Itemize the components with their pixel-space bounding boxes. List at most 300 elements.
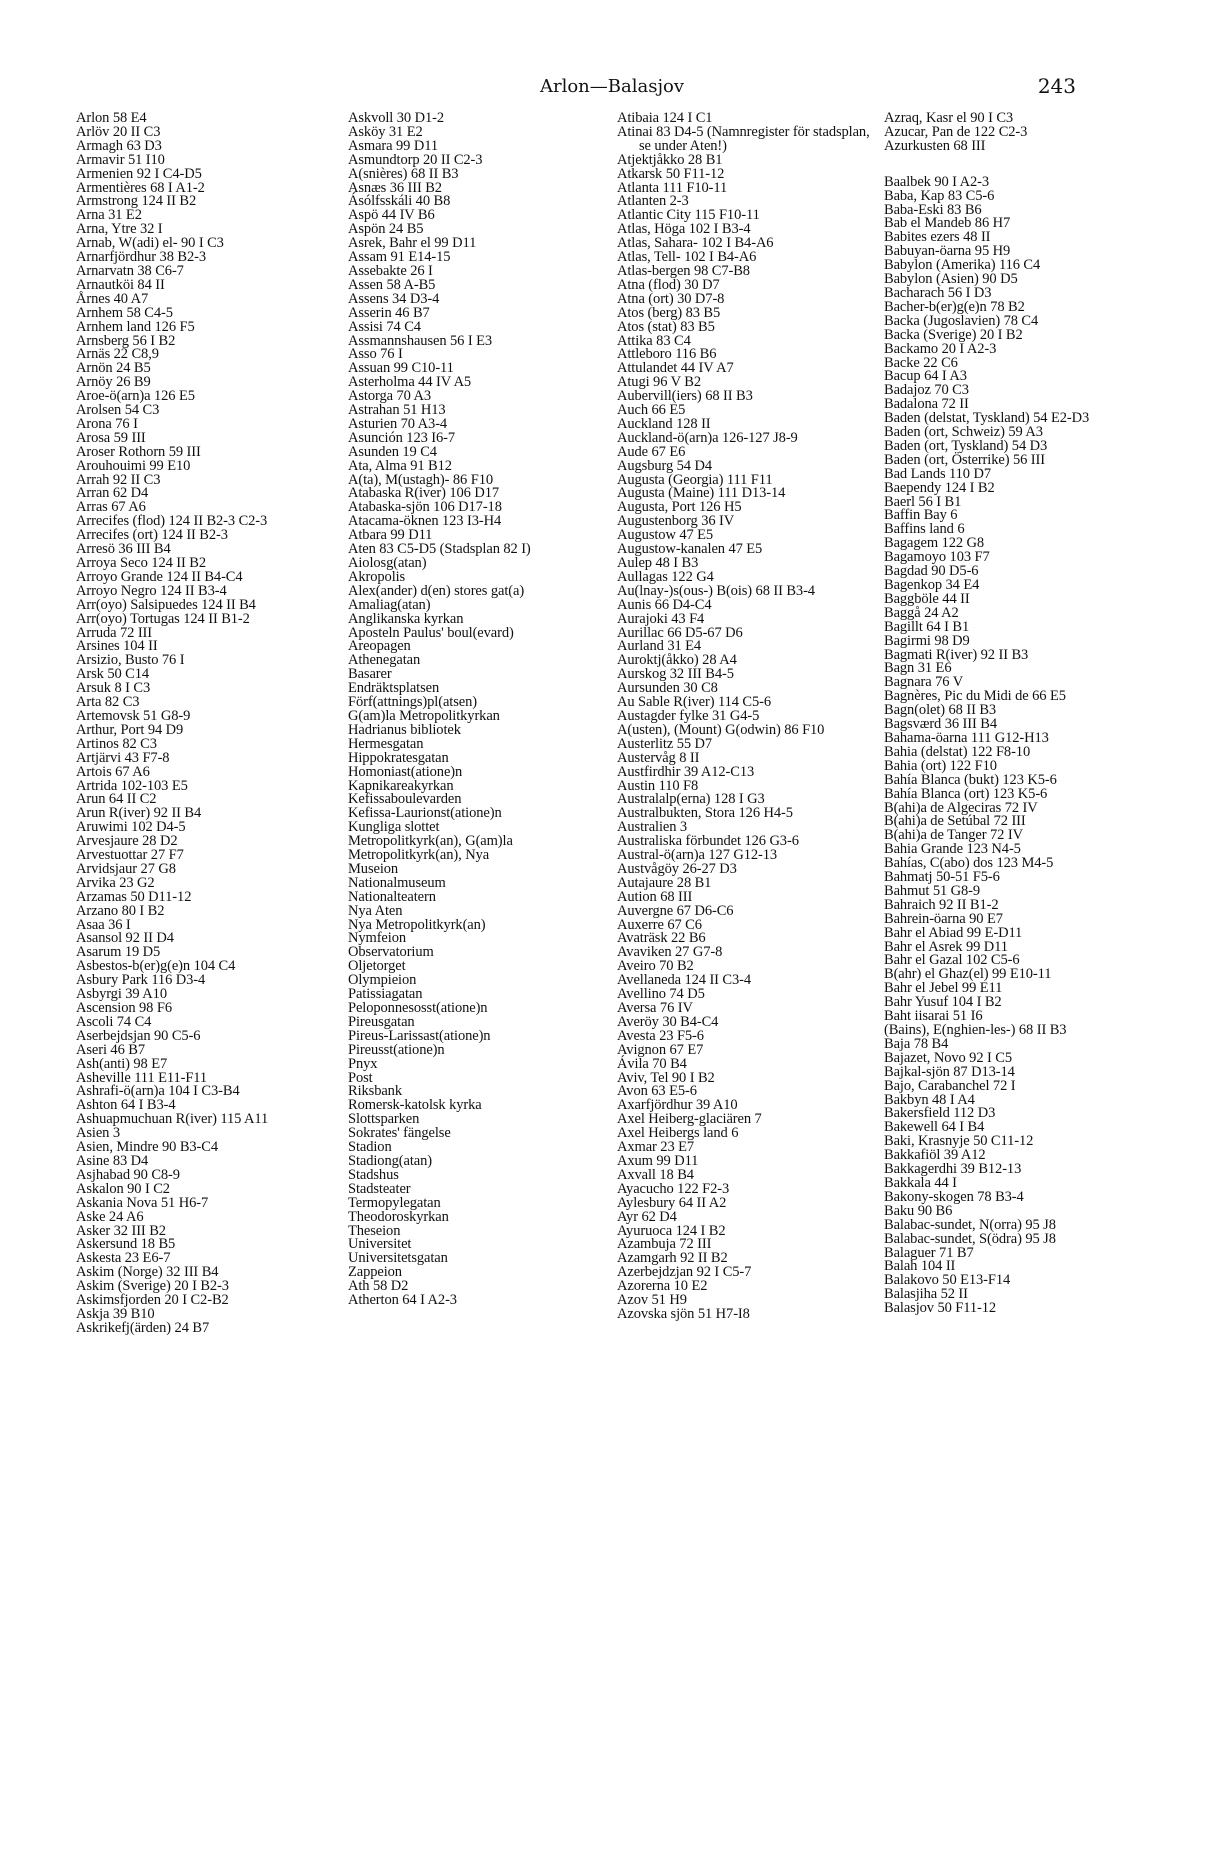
index-entry: Atlas, Höga 102 I B3-4	[617, 221, 751, 238]
index-entry: Balasjiha 52 II	[884, 1286, 968, 1303]
index-entry: Backe 22 C6	[884, 354, 958, 371]
index-column-1	[76, 112, 336, 1336]
index-entry: Baffin Bay 6	[884, 507, 958, 524]
index-entry: Asarum 19 D5	[76, 944, 161, 961]
index-entry: Atlas, Sahara- 102 I B4-A6	[617, 235, 774, 252]
index-entry: Askalon 90 I C2	[76, 1180, 170, 1197]
index-entry: Azucar, Pan de 122 C2-3	[884, 123, 1028, 140]
index-entry: Hermesgatan	[348, 735, 424, 752]
index-entry: Assisi 74 C4	[348, 318, 421, 335]
index-entry: Austvågöy 26-27 D3	[617, 860, 737, 877]
index-entry: Ásólfsskáli 40 B8	[348, 193, 451, 210]
index-entry: Asmara 99 D11	[348, 137, 438, 154]
index-entry: Askim (Norge) 32 III B4	[76, 1264, 219, 1281]
index-entry: Axum 99 D11	[617, 1152, 699, 1169]
index-entry: Bagsværd 36 III B4	[884, 716, 997, 733]
index-entry: Kapnikareakyrkan	[348, 777, 454, 794]
index-entry: Aylesbury 64 II A2	[617, 1194, 727, 1211]
index-entry: Askrikefj(ärden) 24 B7	[76, 1319, 210, 1336]
index-entry: Bakkagerdhi 39 B12-13	[884, 1161, 1022, 1178]
index-entry: Arrecifes (flod) 124 II B2-3 C2-3	[76, 513, 268, 530]
index-entry: Atinai 83 D4-5 (Namnregister för stadsplan, se under Aten!)	[617, 123, 870, 154]
index-entry: Azerbejdzjan 92 I C5-7	[617, 1264, 752, 1281]
index-entry: Artois 67 A6	[76, 763, 150, 780]
index-entry: Bagnara 76 V	[884, 674, 964, 691]
index-entry: Theodoroskyrkan	[348, 1208, 449, 1225]
index-entry: Baependy 124 I B2	[884, 479, 995, 496]
index-entry: Bahr el Gazal 102 C5-6	[884, 952, 1020, 969]
index-entry: Augsburg 54 D4	[617, 457, 713, 474]
index-entry: Auroktj(åkko) 28 A4	[617, 652, 737, 669]
index-entry: Bahr el Asrek 99 D11	[884, 938, 1008, 955]
index-entry: Baalbek 90 I A2-3	[884, 173, 990, 190]
index-entry: Australien 3	[617, 819, 688, 836]
index-entry: Stadshus	[348, 1166, 399, 1183]
index-entry: Augustow 47 E5	[617, 527, 714, 544]
index-entry: Baht iisarai 51 I6	[884, 1008, 983, 1025]
index-entry: Stadiong(atan)	[348, 1152, 432, 1169]
index-entry: Baden (ort, Österrike) 56 III	[884, 451, 1045, 468]
index-entry: Bacharach 56 I D3	[884, 284, 992, 301]
index-entry: Atna (flod) 30 D7	[617, 276, 720, 293]
index-entry: Baku 90 B6	[884, 1202, 953, 1219]
index-entry: Arzamas 50 D11-12	[76, 888, 192, 905]
index-entry: Attulandet 44 IV A7	[617, 360, 734, 377]
index-entry: Asbyrgi 39 A10	[76, 986, 167, 1003]
index-entry: Arnsberg 56 I B2	[76, 332, 176, 349]
index-entry: Bagn 31 E6	[884, 660, 952, 677]
index-entry: B(ahi)a de Setúbal 72 III	[884, 813, 1026, 830]
index-entry: Aubervill(iers) 68 II B3	[617, 388, 753, 405]
index-entry: Förf(attnings)pl(atsen)	[348, 694, 477, 711]
index-entry: Arras 67 A6	[76, 499, 146, 516]
index-entry: Balasjov 50 F11-12	[884, 1300, 997, 1317]
index-entry: Baerl 56 I B1	[884, 493, 962, 510]
index-entry: Bagn(olet) 68 II B3	[884, 702, 997, 719]
index-entry: Asker 32 III B2	[76, 1222, 166, 1239]
index-entry: Askania Nova 51 H6-7	[76, 1194, 209, 1211]
index-entry: Aske 24 A6	[76, 1208, 144, 1225]
index-entry: Bahia Grande 123 N4-5	[884, 841, 1021, 858]
index-entry: Arna, Ytre 32 I	[76, 221, 163, 238]
index-entry: Attleboro 116 B6	[617, 346, 717, 363]
index-entry: Bacup 64 I A3	[884, 368, 967, 385]
index-entry: Arr(oyo) Salsipuedes 124 II B4	[76, 596, 256, 613]
index-entry: Arnön 24 B5	[76, 360, 151, 377]
index-entry: Ashuapmuchuan R(iver) 115 A11	[76, 1111, 269, 1128]
index-entry: Assen 58 A-B5	[348, 276, 436, 293]
index-entry: Australbukten, Stora 126 H4-5	[617, 805, 793, 822]
index-entry: Arta 82 C3	[76, 694, 140, 711]
index-entry: Atos (stat) 83 B5	[617, 318, 715, 335]
index-entry: Attika 83 C4	[617, 332, 691, 349]
index-entry: Olympieion	[348, 972, 417, 989]
index-entry: Auckland 128 II	[617, 415, 711, 432]
index-entry: Asturien 70 A3-4	[348, 415, 448, 432]
index-entry: Avaviken 27 G7-8	[617, 944, 723, 961]
index-entry: (Bains), E(nghien-les-) 68 II B3	[884, 1022, 1067, 1038]
index-entry: Backa (Sverige) 20 I B2	[884, 326, 1023, 343]
index-entry: Asserin 46 B7	[348, 304, 430, 321]
index-entry: Augusta (Georgia) 111 F11	[617, 471, 773, 488]
index-entry: Bakkala 44 I	[884, 1174, 957, 1191]
index-entry: Averöy 30 B4-C4	[617, 1013, 719, 1030]
index-column-3	[617, 112, 879, 1322]
index-entry: Arroyo Grande 124 II B4-C4	[76, 568, 243, 585]
index-entry: Ath 58 D2	[348, 1278, 409, 1295]
index-entry: Artjärvi 43 F7-8	[76, 749, 170, 766]
index-entry: Bagamoyo 103 F7	[884, 549, 990, 566]
index-entry: Arosa 59 III	[76, 429, 146, 446]
index-entry: Aroe-ö(arn)a 126 E5	[76, 388, 195, 405]
index-entry: Atugi 96 V B2	[617, 374, 701, 391]
index-entry: Auvergne 67 D6-C6	[617, 902, 734, 919]
index-entry: Aiolosg(atan)	[348, 555, 427, 571]
index-entry: Homoniast(atione)n	[348, 763, 463, 780]
index-entry: Universitetsgatan	[348, 1250, 448, 1267]
index-entry: Bahías, C(abo) dos 123 M4-5	[884, 855, 1054, 872]
index-entry: Australalp(erna) 128 I G3	[617, 791, 765, 808]
index-entry: Atabaska R(iver) 106 D17	[348, 485, 500, 502]
index-entry: Atos (berg) 83 B5	[617, 304, 721, 321]
section-gap	[884, 154, 1146, 176]
index-entry: Austagder fylke 31 G4-5	[617, 707, 760, 724]
index-entry: Pireusgatan	[348, 1013, 415, 1030]
index-entry: Oljetorget	[348, 958, 406, 975]
index-entry: Azambuja 72 III	[617, 1236, 712, 1253]
index-entry: Ayacucho 122 F2-3	[617, 1180, 730, 1197]
index-entry: Arrah 92 II C3	[76, 471, 161, 488]
index-entry: Bahía Blanca (bukt) 123 K5-6	[884, 771, 1057, 788]
index-entry: Arna 31 E2	[76, 207, 142, 224]
index-entry: Babites ezers 48 II	[884, 229, 991, 246]
index-entry: Arnarfjördhur 38 B2-3	[76, 249, 206, 266]
index-entry: Bakbyn 48 I A4	[884, 1091, 975, 1108]
index-entry: Babylon (Amerika) 116 C4	[884, 257, 1041, 274]
index-entry: Atna (ort) 30 D7-8	[617, 290, 725, 307]
index-entry: Balabac-sundet, S(ödra) 95 J8	[884, 1230, 1056, 1247]
index-entry: Asien, Mindre 90 B3-C4	[76, 1139, 218, 1156]
index-entry: Atlanten 2-3	[617, 193, 689, 210]
index-entry: Au Sable R(iver) 114 C5-6	[617, 694, 772, 711]
index-entry: Arnarvatn 38 C6-7	[76, 262, 184, 279]
index-entry: Arvidsjaur 27 G8	[76, 860, 176, 877]
index-entry: Armavir 51 I10	[76, 151, 165, 168]
index-entry: Atlas, Tell- 102 I B4-A6	[617, 249, 757, 266]
index-entry: Backa (Jugoslavien) 78 C4	[884, 312, 1039, 329]
index-entry: B(ahi)a de Algeciras 72 IV	[884, 799, 1038, 816]
index-entry: Arsuk 8 I C3	[76, 680, 151, 697]
index-entry: Aserbejdsjan 90 C5-6	[76, 1027, 201, 1044]
index-entry: Au(lnay-)s(ous-) B(ois) 68 II B3-4	[617, 582, 815, 599]
index-entry: Alex(ander) d(en) stores gat(a)	[348, 582, 525, 599]
index-entry: Arzano 80 I B2	[76, 902, 165, 919]
index-entry: Baggå 24 A2	[884, 604, 959, 621]
index-entry: Bahr el Jebel 99 E11	[884, 980, 1003, 997]
index-entry: Atlas-bergen 98 C7-B8	[617, 262, 750, 279]
index-entry: Badajoz 70 C3	[884, 382, 969, 399]
index-entry: Ash(anti) 98 E7	[76, 1055, 168, 1072]
index-entry: Bakersfield 112 D3	[884, 1105, 996, 1122]
index-entry: Arvika 23 G2	[76, 874, 155, 891]
index-entry: Aulep 48 I B3	[617, 555, 699, 571]
index-entry: Endräktsplatsen	[348, 680, 440, 697]
index-entry: Asien 3	[76, 1125, 121, 1142]
page-header-title: Arlon—Balasjov	[539, 76, 685, 97]
index-entry: Axel Heibergs land 6	[617, 1125, 739, 1142]
index-entry: Arruda 72 III	[76, 624, 153, 641]
index-entry: Zappeion	[348, 1264, 402, 1281]
index-entry: Assam 91 E14-15	[348, 249, 451, 266]
index-entry: Aposteln Paulus' boul(evard)	[348, 624, 514, 641]
index-entry: G(am)la Metropolitkyrkan	[348, 707, 500, 724]
index-entry: Baggböle 44 II	[884, 590, 970, 607]
index-column-4	[884, 112, 1146, 1316]
index-entry: Austfirdhir 39 A12-C13	[617, 763, 755, 780]
index-entry: Australiska förbundet 126 G3-6	[617, 833, 799, 850]
index-entry: Slottsparken	[348, 1111, 420, 1128]
index-entry: Asjhabad 90 C8-9	[76, 1166, 180, 1183]
index-entry: Augusta, Port 126 H5	[617, 499, 742, 516]
index-entry: Auckland-ö(arn)a 126-127 J8-9	[617, 429, 798, 446]
index-entry: Nymfeion	[348, 930, 406, 947]
index-entry: Arnäs 22 C8,9	[76, 346, 159, 363]
index-entry: Atabaska-sjön 106 D17-18	[348, 499, 502, 516]
index-entry: Assens 34 D3-4	[348, 290, 440, 307]
index-entry: Aruwimi 102 D4-5	[76, 819, 186, 836]
index-entry: Arlöv 20 II C3	[76, 123, 161, 140]
index-entry: Bahmatj 50-51 F5-6	[884, 869, 1000, 886]
index-entry: Armenien 92 I C4-D5	[76, 165, 202, 182]
index-entry: Pireusst(atione)n	[348, 1041, 445, 1058]
index-entry: Aurajoki 43 F4	[617, 610, 705, 627]
index-entry: Bahama-öarna 111 G12-H13	[884, 729, 1049, 746]
index-entry: Balakovo 50 E13-F14	[884, 1272, 1011, 1289]
index-entry: Bakkafiöl 39 A12	[884, 1147, 986, 1164]
index-entry: Metropolitkyrk(an), G(am)la	[348, 833, 513, 850]
index-entry: Ayr 62 D4	[617, 1208, 677, 1225]
index-entry: Arouhouimi 99 E10	[76, 457, 191, 474]
index-entry: Askersund 18 B5	[76, 1236, 176, 1253]
index-entry: Bagdad 90 D5-6	[884, 563, 979, 580]
index-entry: Bacher-b(er)g(e)n 78 B2	[884, 298, 1025, 315]
index-entry: Ascoli 74 C4	[76, 1013, 152, 1030]
index-entry: Observatorium	[348, 944, 434, 961]
index-entry: Bagenkop 34 E4	[884, 577, 980, 593]
index-entry: Patissiagatan	[348, 986, 423, 1003]
index-entry: Azov 51 H9	[617, 1292, 687, 1309]
index-entry: Asunción 123 I6-7	[348, 429, 456, 446]
index-entry: Aurskog 32 III B4-5	[617, 666, 734, 683]
index-entry: Bagirmi 98 D9	[884, 632, 970, 649]
index-entry: Avesta 23 F5-6	[617, 1027, 704, 1044]
index-entry: Bajo, Carabanchel 72 I	[884, 1077, 1016, 1094]
index-entry: Arran 62 D4	[76, 485, 149, 502]
index-entry: Baja 78 B4	[884, 1035, 949, 1052]
page-number: 243	[1037, 74, 1076, 98]
index-entry: A(usten), (Mount) G(odwin) 86 F10	[617, 721, 825, 738]
index-entry: Bab el Mandeb 86 H7	[884, 215, 1011, 232]
index-entry: Ashton 64 I B3-4	[76, 1097, 176, 1114]
index-entry: Auxerre 67 C6	[617, 916, 702, 933]
index-entry: Hadrianus bibliotek	[348, 721, 461, 738]
index-entry: Museion	[348, 860, 399, 877]
index-entry: Axarfjördhur 39 A10	[617, 1097, 738, 1114]
index-entry: Bahía Blanca (ort) 123 K5-6	[884, 785, 1048, 802]
index-entry: Askja 39 B10	[76, 1305, 155, 1322]
index-entry: Axmar 23 E7	[617, 1139, 695, 1156]
index-entry: Baki, Krasnyje 50 C11-12	[884, 1133, 1034, 1150]
index-entry: Avignon 67 E7	[617, 1041, 704, 1058]
index-entry: Arona 76 I	[76, 415, 138, 432]
index-entry: Assmannshausen 56 I E3	[348, 332, 492, 349]
index-entry: Bakony-skogen 78 B3-4	[884, 1188, 1024, 1205]
index-entry: Bagnères, Pic du Midi de 66 E5	[884, 688, 1066, 705]
index-entry: Austervåg 8 II	[617, 749, 700, 766]
index-entry: Ávila 70 B4	[617, 1055, 687, 1072]
index-entry: Ashrafi-ö(arn)a 104 I C3-B4	[76, 1083, 240, 1100]
index-entry: Arnautköi 84 II	[76, 276, 165, 293]
index-entry: Asso 76 I	[348, 346, 403, 363]
index-entry: Riksbank	[348, 1083, 402, 1100]
index-entry: Nationalmuseum	[348, 874, 446, 891]
index-entry: Asterholma 44 IV A5	[348, 374, 472, 391]
index-entry: Arroya Seco 124 II B2	[76, 555, 206, 571]
index-entry: Baden (ort, Schweiz) 59 A3	[884, 424, 1043, 441]
index-entry: Romersk-katolsk kyrka	[348, 1097, 482, 1114]
index-entry: Arroyo Negro 124 II B3-4	[76, 582, 227, 599]
index-entry: Aution 68 III	[617, 888, 693, 905]
index-entry: Balabac-sundet, N(orra) 95 J8	[884, 1216, 1056, 1233]
index-entry: Augustenborg 36 IV	[617, 513, 735, 530]
index-entry: Babylon (Asien) 90 D5	[884, 271, 1018, 288]
index-entry: Balaguer 71 B7	[884, 1244, 974, 1261]
index-entry: Akropolis	[348, 568, 406, 585]
index-entry: Ascension 98 F6	[76, 1000, 172, 1016]
index-entry: Artinos 82 C3	[76, 735, 157, 752]
index-entry: Baden (ort, Tyskland) 54 D3	[884, 437, 1048, 454]
index-entry: Aversa 76 IV	[617, 1000, 693, 1016]
index-entry: Baba, Kap 83 C5-6	[884, 187, 995, 204]
index-column-2	[348, 112, 604, 1308]
index-entry: Askesta 23 E6-7	[76, 1250, 171, 1267]
index-entry: Årnes 40 A7	[76, 290, 149, 307]
index-entry: Areopagen	[348, 638, 411, 655]
index-entry: Arvestuottar 27 F7	[76, 847, 184, 864]
index-entry: Bajazet, Novo 92 I C5	[884, 1049, 1012, 1066]
index-entry: Baffins land 6	[884, 521, 965, 538]
index-entry: Aten 83 C5-D5 (Stadsplan 82 I)	[348, 541, 531, 558]
index-entry: Austerlitz 55 D7	[617, 735, 713, 752]
index-entry: Asköy 31 E2	[348, 123, 423, 140]
index-entry: Backamo 20 I A2-3	[884, 340, 997, 357]
index-entry: Assuan 99 C10-11	[348, 360, 454, 377]
index-entry: Asbestos-b(er)g(e)n 104 C4	[76, 958, 236, 975]
index-entry: Bahr Yusuf 104 I B2	[884, 994, 1002, 1011]
index-entry: Aursunden 30 C8	[617, 680, 718, 697]
index-entry: Asbury Park 116 D3-4	[76, 972, 206, 989]
index-entry: Nya Metropolitkyrk(an)	[348, 916, 486, 933]
index-entry: Askimsfjorden 20 I C2-B2	[76, 1292, 229, 1309]
index-entry: Atherton 64 I A2-3	[348, 1292, 457, 1309]
index-entry: Bahraich 92 II B1-2	[884, 896, 999, 913]
index-entry: Athenegatan	[348, 652, 421, 669]
index-entry: Pireus-Larissast(atione)n	[348, 1027, 491, 1044]
index-entry: Arnab, W(adi) el- 90 I C3	[76, 235, 224, 252]
index-entry: Termopylegatan	[348, 1194, 441, 1211]
index-entry: Theseion	[348, 1222, 401, 1239]
index-entry: Armentières 68 I A1-2	[76, 179, 205, 196]
index-entry: Stadsteater	[348, 1180, 411, 1197]
index-entry: Kefissaboulevarden	[348, 791, 462, 808]
index-entry: Ayuruoca 124 I B2	[617, 1222, 726, 1239]
index-entry: Bagillt 64 I B1	[884, 618, 970, 635]
index-entry: Bahia (delstat) 122 F8-10	[884, 743, 1031, 760]
index-entry: Arrecifes (ort) 124 II B2-3	[76, 527, 228, 544]
index-entry: Aurillac 66 D5-67 D6	[617, 624, 743, 641]
index-entry: Armagh 63 D3	[76, 137, 162, 154]
index-entry: Aunis 66 D4-C4	[617, 596, 712, 613]
index-entry: Arun 64 II C2	[76, 791, 157, 808]
index-entry: Pnyx	[348, 1055, 378, 1072]
index-entry: Austral-ö(arn)a 127 G12-13	[617, 847, 778, 864]
index-entry: A(ta), M(ustagh)- 86 F10	[348, 471, 493, 488]
index-entry: Universitet	[348, 1236, 412, 1253]
index-entry: Bahmut 51 G8-9	[884, 882, 981, 899]
index-entry: Arnhem land 126 F5	[76, 318, 195, 335]
index-entry: Baba-Eski 83 B6	[884, 201, 982, 218]
index-entry: Arsizio, Busto 76 I	[76, 652, 185, 669]
index-entry: Arun R(iver) 92 II B4	[76, 805, 202, 822]
index-entry: Ata, Alma 91 B12	[348, 457, 452, 474]
index-entry: Arthur, Port 94 D9	[76, 721, 184, 738]
index-entry: Aviv, Tel 90 I B2	[617, 1069, 715, 1086]
index-entry: Badalona 72 II	[884, 396, 969, 413]
index-entry: Azorerna 10 E2	[617, 1278, 708, 1295]
index-entry: Arnhem 58 C4-5	[76, 304, 173, 321]
index-entry: Sokrates' fängelse	[348, 1125, 451, 1142]
index-entry: B(ahr) el Ghaz(el) 99 E10-11	[884, 966, 1052, 983]
index-entry: Baden (delstat, Tyskland) 54 E2-D3	[884, 410, 1090, 427]
index-entry: Arsk 50 C14	[76, 666, 150, 683]
index-entry: Anglikanska kyrkan	[348, 610, 464, 627]
index-entry: Bahr el Abiad 99 E-D11	[884, 924, 1023, 941]
index-entry: Asansol 92 II D4	[76, 930, 174, 947]
index-entry: Artrida 102-103 E5	[76, 777, 188, 794]
index-entry: Askim (Sverige) 20 I B2-3	[76, 1278, 229, 1295]
index-entry: Arlon 58 E4	[76, 110, 147, 126]
index-entry: Kungliga slottet	[348, 819, 440, 836]
index-entry: Arnöy 26 B9	[76, 374, 151, 391]
index-entry: Arvesjaure 28 D2	[76, 833, 178, 850]
index-entry: Bajkal-sjön 87 D13-14	[884, 1063, 1015, 1080]
index-entry: Askvoll 30 D1-2	[348, 110, 444, 126]
index-entry: Atbara 99 D11	[348, 527, 433, 544]
index-entry: Augustow-kanalen 47 E5	[617, 541, 763, 558]
index-entry: Azovska sjön 51 H7-I8	[617, 1305, 750, 1322]
index-entry: Armstrong 124 II B2	[76, 193, 197, 210]
index-entry: Astrahan 51 H13	[348, 402, 446, 419]
index-entry: Asaa 36 I	[76, 916, 131, 933]
index-entry: Arr(oyo) Tortugas 124 II B1-2	[76, 610, 250, 627]
index-entry: Arolsen 54 C3	[76, 402, 160, 419]
index-entry: Asheville 111 E11-F11	[76, 1069, 208, 1086]
index-entry: Babuyan-öarna 95 H9	[884, 243, 1011, 260]
index-entry: Atjektjåkko 28 B1	[617, 151, 723, 168]
index-entry: Aude 67 E6	[617, 443, 686, 460]
index-entry: Arresö 36 III B4	[76, 541, 171, 558]
index-entry: Avellaneda 124 II C3-4	[617, 972, 752, 989]
